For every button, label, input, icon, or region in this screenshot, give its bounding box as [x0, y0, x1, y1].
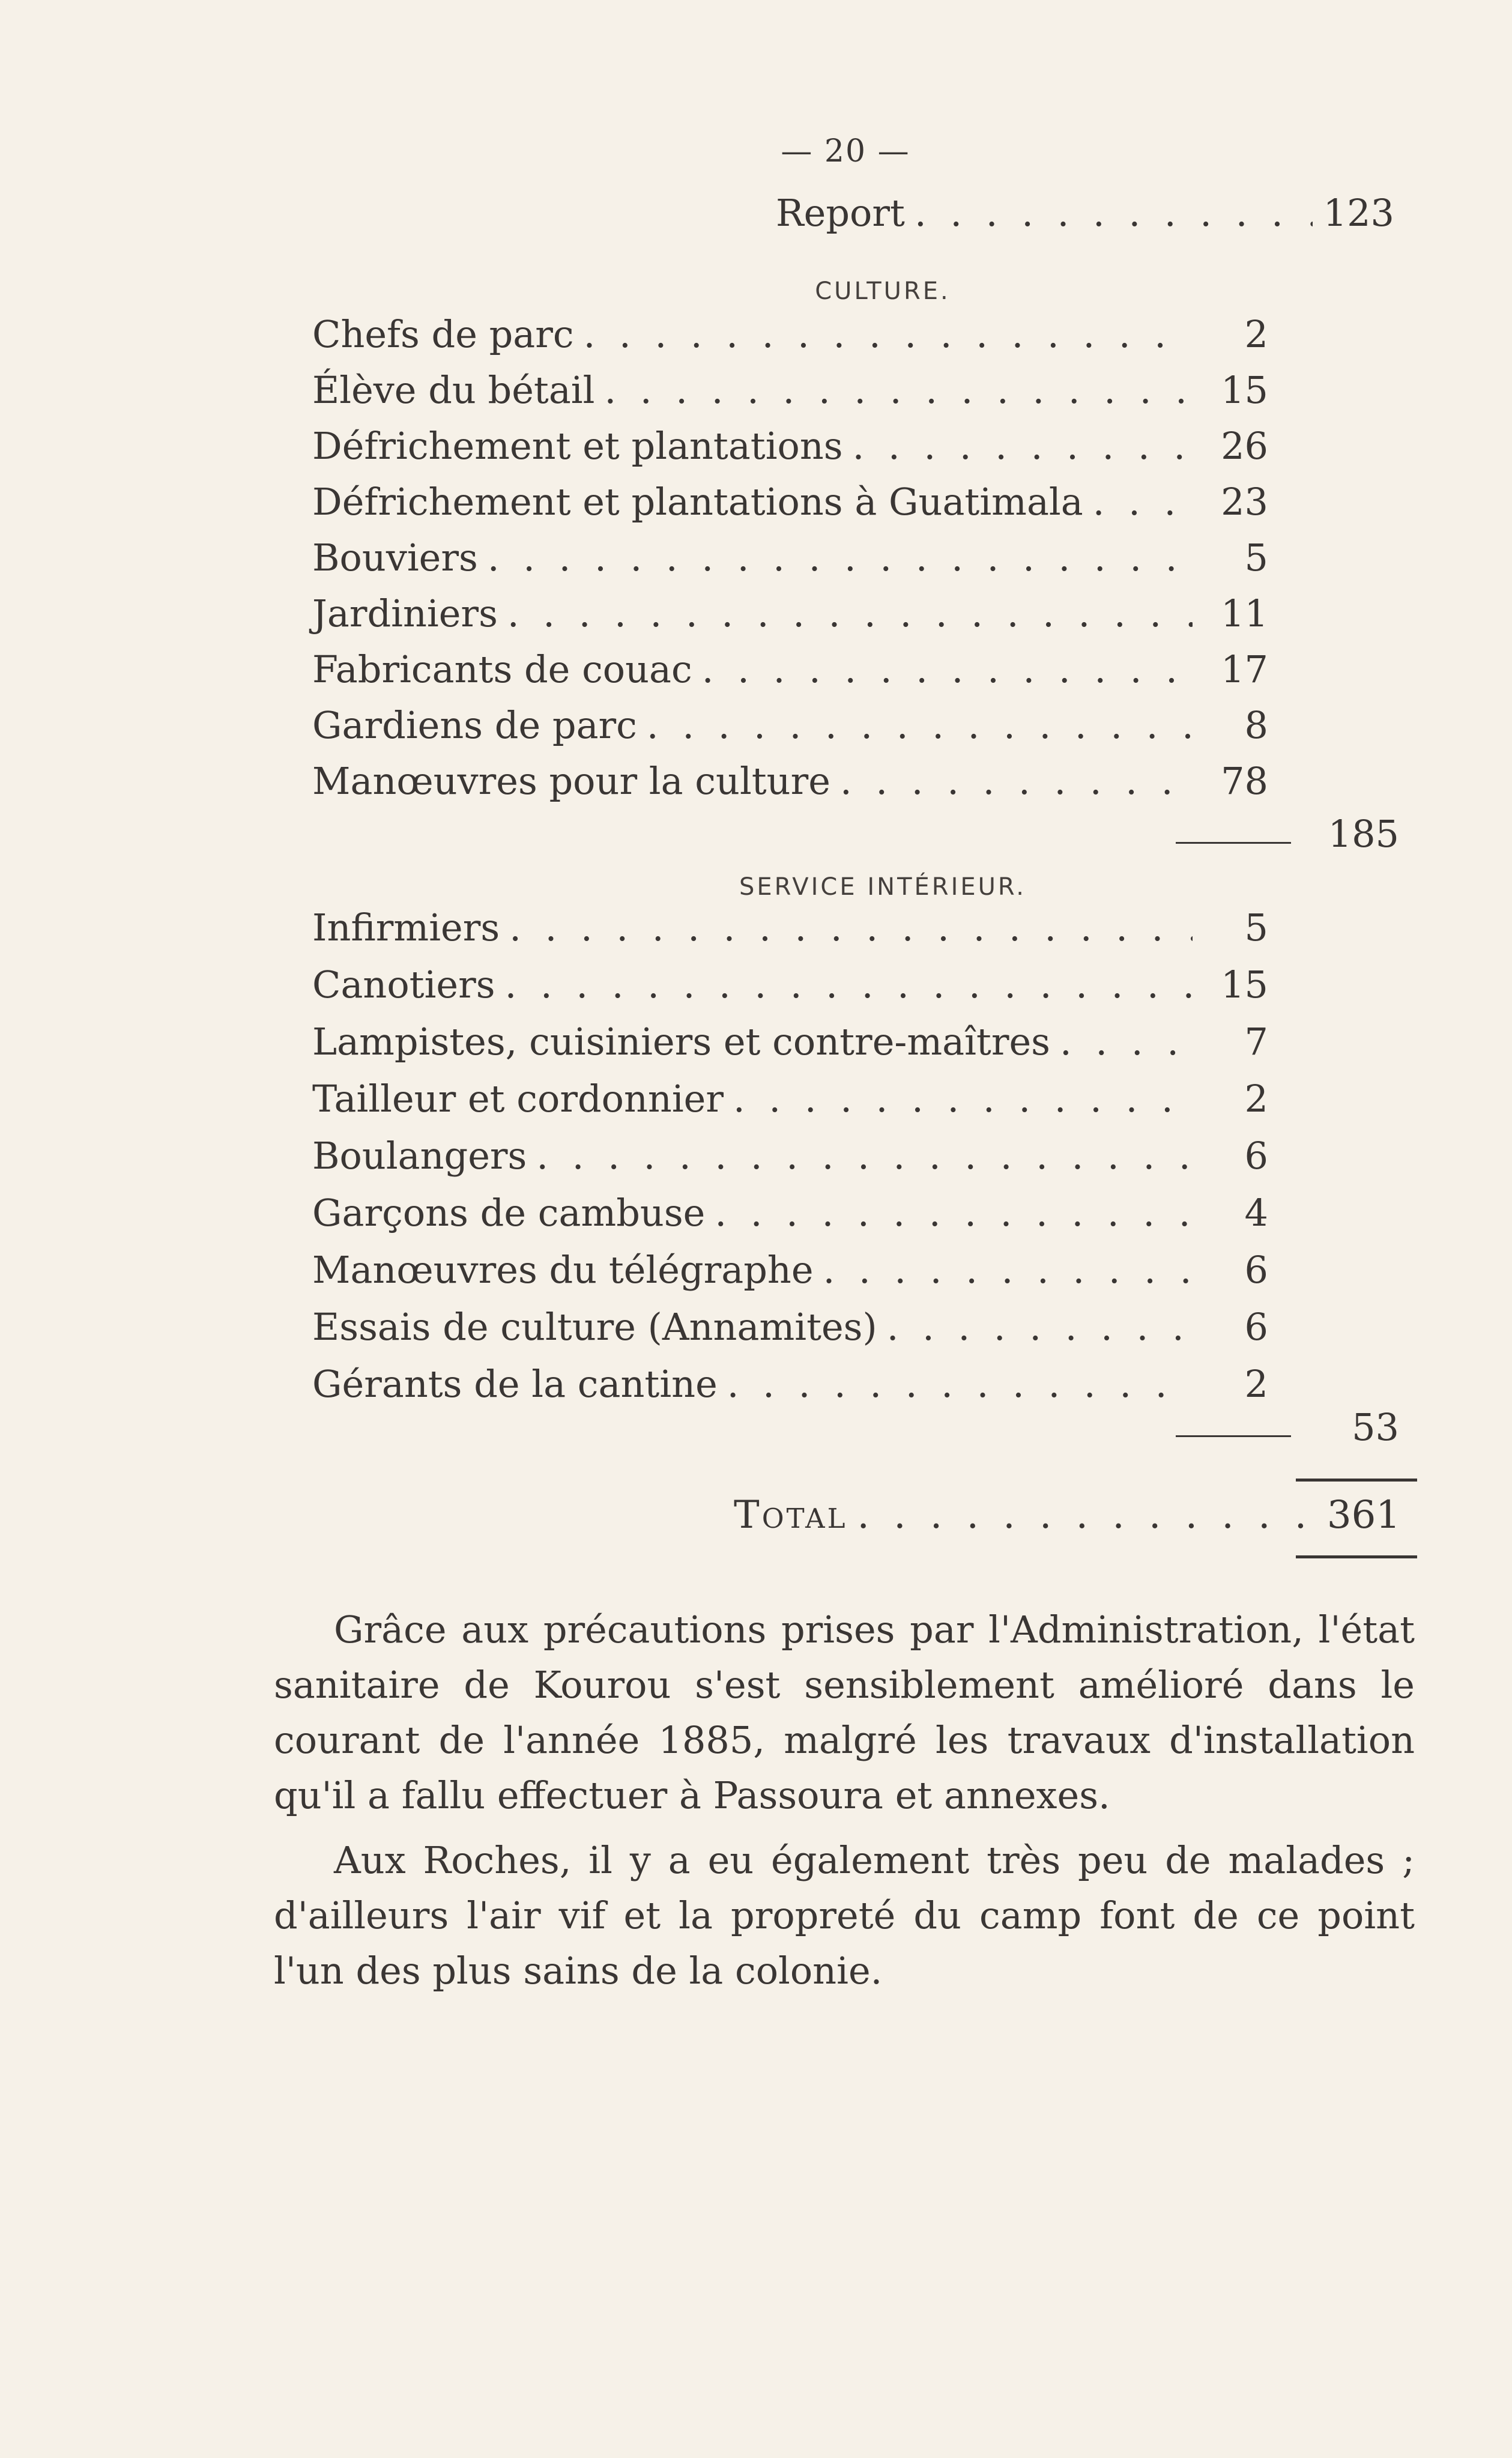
- item-value: 5: [1244, 536, 1268, 580]
- dot-leader: [857, 1493, 1313, 1537]
- list-item: [312, 536, 1268, 586]
- dot-leader: [1093, 480, 1193, 524]
- list-item: [312, 1248, 1268, 1298]
- item-label: Boulangers: [312, 1134, 527, 1178]
- list-item: [312, 1305, 1268, 1355]
- item-value: 2: [1244, 1077, 1268, 1121]
- list-item: [312, 703, 1268, 754]
- item-label: Essais de culture (Annamites): [312, 1305, 877, 1349]
- item-value: 5: [1244, 906, 1268, 949]
- dot-leader: [887, 1305, 1193, 1349]
- item-value: 7: [1244, 1020, 1268, 1064]
- item-label: Fabricants de couac: [312, 647, 692, 691]
- list-item: [312, 312, 1268, 363]
- item-value: 15: [1221, 368, 1268, 412]
- item-value: 6: [1244, 1134, 1268, 1178]
- item-value: 8: [1244, 703, 1268, 747]
- section-title-culture: CULTURE.: [815, 277, 951, 305]
- list-item: [312, 592, 1268, 642]
- item-value: 6: [1244, 1248, 1268, 1292]
- dot-leader: [840, 759, 1193, 803]
- total-label: Total: [734, 1493, 848, 1537]
- paragraph-roches: Aux Roches, il y a eu également très peu de malades ; d'ailleurs l'air vif et la propreté du camp font de ce point l'un des plus sains de la colonie.: [274, 1838, 1415, 1993]
- dot-leader: [915, 191, 1313, 235]
- item-label: Gardiens de parc: [312, 703, 637, 747]
- dot-leader: [702, 647, 1193, 691]
- dot-leader: [715, 1191, 1193, 1235]
- dot-leader: [647, 703, 1193, 747]
- list-item: [312, 480, 1268, 530]
- list-item: [312, 759, 1268, 810]
- item-value: 11: [1221, 592, 1268, 635]
- dot-leader: [733, 1077, 1193, 1121]
- dot-leader: [509, 906, 1193, 949]
- dot-leader: [604, 368, 1193, 412]
- list-item: [312, 1191, 1268, 1241]
- item-value: 2: [1244, 312, 1268, 356]
- list-item: [312, 424, 1268, 474]
- item-label: Chefs de parc: [312, 312, 574, 356]
- item-label: Garçons de cambuse: [312, 1191, 706, 1235]
- subtotal-value: 53: [1352, 1405, 1399, 1449]
- item-label: Canotiers: [312, 963, 495, 1007]
- dot-leader: [1060, 1020, 1193, 1064]
- item-label: Lampistes, cuisiniers et contre-maîtres: [312, 1020, 1050, 1064]
- item-label: Gérants de la cantine: [312, 1362, 718, 1406]
- item-label: Manœuvres pour la culture: [312, 759, 830, 803]
- dot-leader: [727, 1362, 1193, 1406]
- total-rule-bottom: [1296, 1555, 1417, 1558]
- page-number: — 20 —: [781, 133, 910, 169]
- item-label: Manœuvres du télégraphe: [312, 1248, 814, 1292]
- list-item: [312, 1362, 1268, 1412]
- item-value: 15: [1221, 963, 1268, 1007]
- item-value: 6: [1244, 1305, 1268, 1349]
- dot-leader: [536, 1134, 1193, 1178]
- total-rule-top: [1296, 1479, 1417, 1482]
- paragraph-sanitary: Grâce aux précautions prises par l'Administration, l'état sanitaire de Kourou s'est sensiblement amélioré dans le courant de l'année 1885, malgré les travaux d'installation qu'il a fallu effectuer à Passoura et annexes.: [274, 1608, 1415, 1817]
- section-title-service-interieur: SERVICE INTÉRIEUR.: [739, 873, 1026, 901]
- list-item: [312, 963, 1268, 1013]
- item-label: Tailleur et cordonnier: [312, 1077, 724, 1121]
- report-value: 123: [1323, 191, 1394, 235]
- item-label: Défrichement et plantations: [312, 424, 843, 468]
- dot-leader: [853, 424, 1193, 468]
- subtotal-rule: [1176, 1435, 1291, 1437]
- total-line: [734, 1493, 1400, 1545]
- item-value: 4: [1244, 1191, 1268, 1235]
- item-value: 2: [1244, 1362, 1268, 1406]
- list-item: [312, 1077, 1268, 1127]
- subtotal-rule: [1176, 842, 1291, 844]
- dot-leader: [823, 1248, 1193, 1292]
- dot-leader: [505, 963, 1193, 1007]
- report-label: Report: [776, 191, 905, 235]
- item-label: Jardiniers: [312, 592, 498, 635]
- item-label: Infirmiers: [312, 906, 500, 949]
- dot-leader: [488, 536, 1193, 580]
- list-item: [312, 1020, 1268, 1070]
- list-item: [312, 1134, 1268, 1184]
- report-line: [776, 191, 1394, 241]
- item-value: 23: [1221, 480, 1268, 524]
- subtotal-value: 185: [1328, 812, 1399, 856]
- item-label: Défrichement et plantations à Guatimala: [312, 480, 1083, 524]
- item-label: Bouviers: [312, 536, 478, 580]
- list-item: [312, 906, 1268, 956]
- item-value: 78: [1221, 759, 1268, 803]
- item-label: Élève du bétail: [312, 368, 595, 412]
- list-item: [312, 368, 1268, 419]
- item-value: 26: [1221, 424, 1268, 468]
- dot-leader: [507, 592, 1193, 635]
- list-item: [312, 647, 1268, 698]
- item-value: 17: [1221, 647, 1268, 691]
- dot-leader: [584, 312, 1193, 356]
- total-value: 361: [1326, 1493, 1400, 1537]
